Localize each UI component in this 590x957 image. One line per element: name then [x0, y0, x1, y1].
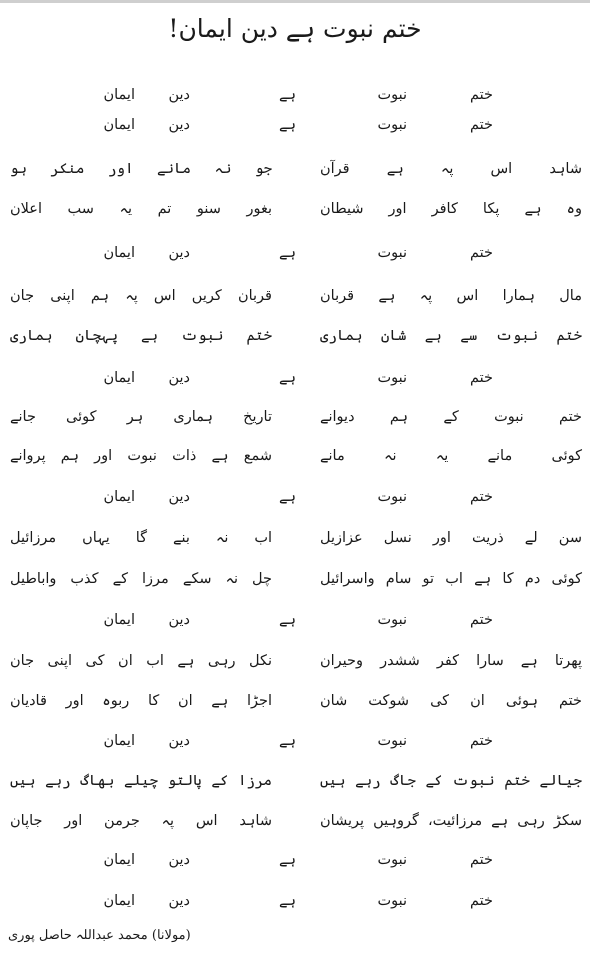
refrain-word: ایمان: [103, 852, 135, 868]
refrain-word: دین: [168, 489, 190, 505]
refrain-word: ہے: [279, 612, 296, 628]
refrain-word: نبوت: [377, 852, 407, 868]
refrain-word: ختم: [470, 117, 493, 133]
verse-half-left: بغور سنو تم یہ سب اعلان: [10, 201, 272, 217]
verse-line: [0, 402, 590, 432]
verse-half-right: شاہد اس پہ ہے قرآن: [320, 161, 582, 177]
refrain-word: ایمان: [103, 489, 135, 505]
verse-half-right: کوئی دم کا ہے اب تو سام واسرائیل: [320, 571, 582, 587]
refrain-word: دین: [168, 893, 190, 909]
verse-line: [0, 646, 590, 676]
refrain-word: ہے: [279, 370, 296, 386]
verse-half-left: چل نہ سکے مرزا کے کذب واباطیل: [10, 571, 272, 587]
refrain-word: دین: [168, 87, 190, 103]
refrain-word: دین: [168, 852, 190, 868]
refrain-line: [0, 110, 590, 140]
verse-line: [0, 523, 590, 553]
refrain-word: نبوت: [377, 87, 407, 103]
refrain-word: ختم: [470, 489, 493, 505]
refrain-word: ختم: [470, 733, 493, 749]
verse-half-left: نکل رہی ہے اب ان کی اپنی جان: [10, 653, 272, 669]
verse-half-right: مال ہمارا اس پہ ہے قربان: [320, 288, 582, 304]
refrain-line: [0, 80, 590, 110]
refrain-line: [0, 238, 590, 268]
refrain-word: ہے: [279, 489, 296, 505]
verse-half-right: ختم ہوئی ان کی شوکت شان: [320, 693, 582, 709]
refrain-word: ایمان: [103, 117, 135, 133]
refrain-line: [0, 363, 590, 393]
refrain-word: ختم: [470, 852, 493, 868]
refrain-word: نبوت: [377, 612, 407, 628]
verse-line: [0, 686, 590, 716]
verse-half-right: سکڑ رہی ہے مرزائیت، گروہیں پریشان: [320, 813, 582, 829]
poem-title: ختم نبوت ہے دین ایمان!: [168, 14, 422, 43]
author-credit: (مولانا) محمد عبداللہ حاصل پوری: [8, 928, 191, 943]
verse-half-right: پھرتا ہے سارا کفر ششدر وحیران: [320, 653, 582, 669]
verse-half-right: ختم نبوت کے ہم دیوانے: [320, 409, 582, 425]
verse-half-left: شمع ہے ذات نبوت اور ہم پروانے: [10, 448, 272, 464]
refrain-word: نبوت: [377, 489, 407, 505]
verse-line: [0, 806, 590, 836]
refrain-word: ایمان: [103, 893, 135, 909]
refrain-word: ہے: [279, 87, 296, 103]
verse-line: [0, 766, 590, 796]
refrain-word: ختم: [470, 245, 493, 261]
verse-line: [0, 441, 590, 471]
verse-half-left: اجڑا ہے ان کا ربوہ اور قادیان: [10, 693, 272, 709]
refrain-line: [0, 845, 590, 875]
refrain-word: ہے: [279, 852, 296, 868]
refrain-word: نبوت: [377, 117, 407, 133]
refrain-word: ایمان: [103, 370, 135, 386]
verse-half-right: وہ ہے پکا کافر اور شیطان: [320, 201, 582, 217]
verse-line: [0, 564, 590, 594]
refrain-word: ختم: [470, 893, 493, 909]
verse-half-right: ختم نبوت سے ہے شان ہماری: [320, 328, 582, 344]
refrain-word: ختم: [470, 370, 493, 386]
verse-half-left: مرزا کے پالتو چیلے بھاگ رہے ہیں: [10, 773, 272, 789]
refrain-word: نبوت: [377, 370, 407, 386]
verse-half-left: اب نہ بنے گا یہاں مرزائیل: [10, 530, 272, 546]
verse-half-right: جیالے ختم نبوت کے جاگ رہے ہیں: [320, 773, 582, 789]
refrain-word: ہے: [279, 893, 296, 909]
verse-half-left: شاہد اس پہ جرمن اور جاپان: [10, 813, 272, 829]
refrain-line: [0, 605, 590, 635]
refrain-word: ختم: [470, 87, 493, 103]
refrain-line: [0, 886, 590, 916]
refrain-word: ایمان: [103, 612, 135, 628]
refrain-word: ایمان: [103, 733, 135, 749]
refrain-word: ہے: [279, 117, 296, 133]
refrain-word: دین: [168, 245, 190, 261]
refrain-word: نبوت: [377, 733, 407, 749]
refrain-word: ایمان: [103, 245, 135, 261]
verse-line: [0, 154, 590, 184]
refrain-word: دین: [168, 117, 190, 133]
refrain-line: [0, 482, 590, 512]
refrain-word: دین: [168, 370, 190, 386]
verse-half-left: ختم نبوت ہے پہچان ہماری: [10, 328, 272, 344]
verse-half-left: قربان کریں اس پہ ہم اپنی جان: [10, 288, 272, 304]
verse-line: [0, 321, 590, 351]
refrain-word: دین: [168, 733, 190, 749]
refrain-word: ہے: [279, 245, 296, 261]
verse-half-right: کوئی مانے یہ نہ مانے: [320, 448, 582, 464]
verse-line: [0, 281, 590, 311]
top-border: [0, 0, 590, 3]
refrain-line: [0, 726, 590, 756]
refrain-word: ختم: [470, 612, 493, 628]
refrain-word: نبوت: [377, 893, 407, 909]
verse-half-right: سن لے ذریت اور نسل عزازیل: [320, 530, 582, 546]
refrain-word: دین: [168, 612, 190, 628]
verse-half-left: تاریخ ہماری ہر کوئی جانے: [10, 409, 272, 425]
refrain-word: ایمان: [103, 87, 135, 103]
verse-half-left: جو نہ مانے اور منکر ہو: [10, 161, 272, 177]
verse-line: [0, 194, 590, 224]
refrain-word: ہے: [279, 733, 296, 749]
refrain-word: نبوت: [377, 245, 407, 261]
